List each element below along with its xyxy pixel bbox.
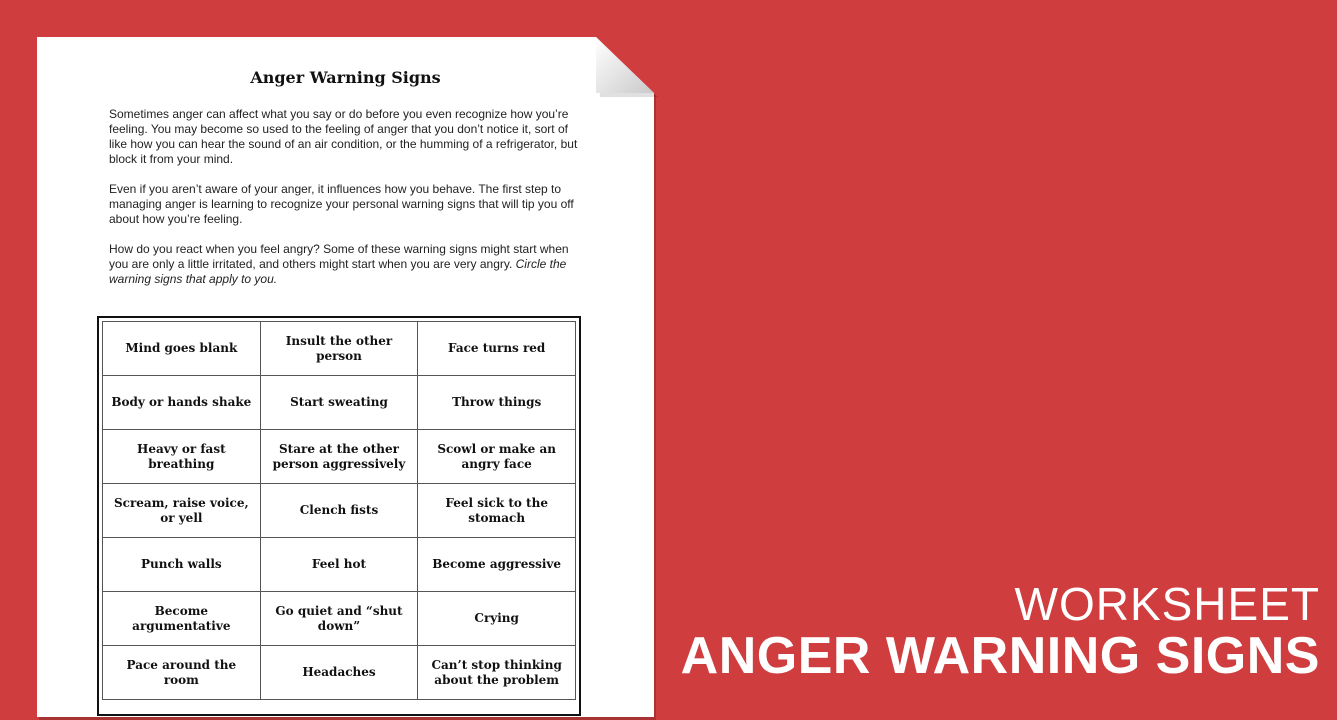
warning-sign-cell: Punch walls (103, 538, 261, 592)
warning-sign-cell: Go quiet and “shut down” (260, 592, 418, 646)
table-row (103, 322, 576, 376)
warning-sign-cell: Headaches (260, 646, 418, 700)
instruction-text: How do you react when you feel angry? Some of these warning signs might start when you are only a little irritated, and others might start when you are very angry. (109, 242, 569, 271)
table-row (103, 592, 576, 646)
warning-sign-cell: Crying (418, 592, 576, 646)
banner-title: ANGER WARNING SIGNS (680, 627, 1320, 685)
warning-sign-cell: Insult the other person (260, 322, 418, 376)
warning-sign-cell: Become argumentative (103, 592, 261, 646)
warning-sign-cell: Can’t stop thinking about the problem (418, 646, 576, 700)
warning-sign-cell: Body or hands shake (103, 376, 261, 430)
warning-sign-cell: Stare at the other person aggressively (260, 430, 418, 484)
table-row (103, 376, 576, 430)
warning-sign-cell: Mind goes blank (103, 322, 261, 376)
warning-signs-table (97, 316, 581, 716)
explanation-paragraph: Even if you aren’t aware of your anger, it influences how you behave. The first step to managing anger is learning to recognize your personal warning signs that will tip you off about how you’re feeling. (109, 182, 574, 226)
table-row (103, 484, 576, 538)
warning-sign-cell: Feel sick to the stomach (418, 484, 576, 538)
warning-sign-cell: Heavy or fast breathing (103, 430, 261, 484)
table-row (103, 646, 576, 700)
warning-sign-cell: Face turns red (418, 322, 576, 376)
warning-sign-cell: Become aggressive (418, 538, 576, 592)
warning-sign-cell: Scowl or make an angry face (418, 430, 576, 484)
table-row (103, 538, 576, 592)
warning-sign-cell: Start sweating (260, 376, 418, 430)
worksheet-title: Anger Warning Signs (250, 68, 441, 87)
table-row (103, 430, 576, 484)
warning-sign-cell: Pace around the room (103, 646, 261, 700)
warning-sign-cell: Feel hot (260, 538, 418, 592)
intro-paragraph: Sometimes anger can affect what you say or do before you even recognize how you’re feeling. You may become so used to the feeling of anger that you don’t notice it, sort of like how you can hear the sound of an air condition, or the humming of a refrigerator, but block it from your mind. (109, 107, 578, 166)
instruction-emphasis: Circle the warning signs that apply to you. (109, 257, 567, 286)
warning-sign-cell: Throw things (418, 376, 576, 430)
warning-sign-cell: Clench fists (260, 484, 418, 538)
warning-sign-cell: Scream, raise voice, or yell (103, 484, 261, 538)
banner-kicker: WORKSHEET (1014, 578, 1320, 630)
instruction-paragraph (109, 242, 584, 287)
